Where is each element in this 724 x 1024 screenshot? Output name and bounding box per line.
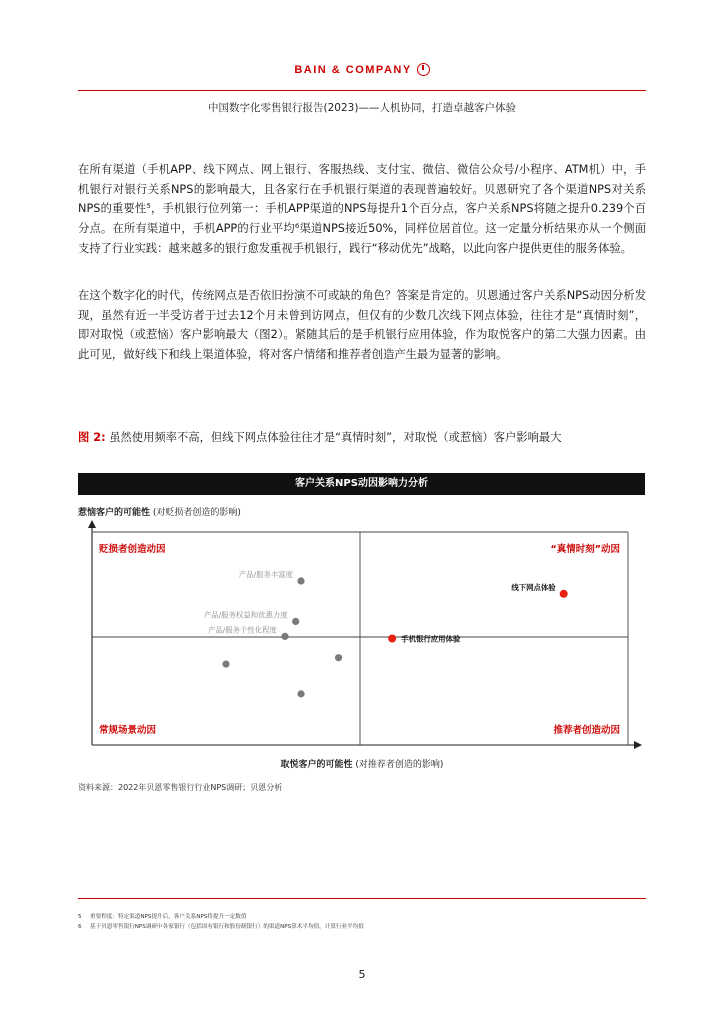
- report-header-title: 中国数字化零售银行报告(2023)——人机协同，打造卓越客户体验: [208, 102, 516, 114]
- data-point-label: 线下网点体验: [511, 582, 556, 592]
- data-point-marker: [292, 618, 299, 625]
- x-axis-arrow-icon: [634, 741, 642, 749]
- footnotes: [78, 912, 646, 932]
- x-axis-title-note: (对推荐者创造的影响): [352, 760, 444, 770]
- x-axis-title-bold: 取悦客户的可能性: [280, 760, 353, 770]
- quadrant-label-bottom-right: 推荐者创造动因: [553, 725, 620, 736]
- body-paragraph-1: 在所有渠道（手机APP、线下网点、网上银行、客服热线、支付宝、微信、微信公众号/小程序、ATM机）中，手机银行对银行关系NPS的影响最大，且各家行在手机银行渠道的表现普遍较好。贝恩研究了各个渠道NPS对关系NPS的重要性⁵，手机银行位列第一：手机APP渠道的NPS每提升1个百分点，客户关系NPS将随之提升0.239个百分点。在所有渠道中，手机APP的行业平均⁶渠道NPS接近50%，同样位居首位。这一定量分析结果亦从一个侧面支持了行业实践：越来越多的银行愈发重视手机银行，践行“移动优先”战略，以此向客户提供更佳的服务体验。: [78, 163, 646, 255]
- chart-title-banner: 客户关系NPS动因影响力分析: [78, 473, 645, 495]
- data-point-marker: [297, 690, 304, 697]
- source-note: 资料来源：2022年贝恩零售银行行业NPS调研；贝恩分析: [78, 783, 283, 792]
- quadrant-label-bottom-left: 常规场景动因: [99, 725, 157, 736]
- y-axis-title-bold: 惹恼客户的可能性: [78, 508, 151, 518]
- data-point-marker: [281, 633, 288, 640]
- data-point-marker: [222, 660, 229, 667]
- data-point-marker: [388, 635, 396, 643]
- data-point-label: 产品/服务个性化程度: [207, 625, 277, 635]
- page-number: 5: [358, 968, 366, 981]
- y-axis-title-note: (对贬损者创造的影响): [150, 508, 241, 518]
- y-axis-arrow-icon: [88, 520, 96, 528]
- body-paragraph-2: 在这个数字化的时代，传统网点是否依旧扮演不可或缺的角色？答案是肯定的。贝恩通过客户关系NPS动因分析发现，虽然有近一半受访者于过去12个月未曾到访网点，但仅有的少数几次线下网点体验，往往才是“真情时刻”，即对取悦（或惹恼）客户影响最大（图2）。紧随其后的是手机银行应用体验，作为取悦客户的第二大强力因素。由此可见，做好线下和线上渠道体验，将对客户情绪和推荐者创造产生最为显著的影响。: [78, 289, 646, 362]
- figure-label: 图 2:: [78, 431, 106, 444]
- footnote-number: 5: [78, 914, 82, 920]
- footnote-text: 重要程度：特定渠道NPS提升后，客户关系NPS将提升一定数值: [90, 914, 247, 920]
- data-point-label: 产品/服务丰富度: [238, 569, 294, 579]
- data-point-marker: [560, 590, 568, 598]
- footnote-5: [78, 912, 646, 922]
- footnote-text: 基于贝恩零售银行NPS调研中各家银行（包括国有银行和股份制银行）的渠道NPS算术平均值，计算行业平均值: [90, 924, 364, 930]
- footnote-number: 6: [78, 924, 82, 930]
- quadrant-label-top-left: 贬损者创造动因: [99, 544, 166, 555]
- brand-name: BAIN & COMPANY: [294, 64, 412, 76]
- x-axis-title: [0, 757, 724, 770]
- footnote-divider: [78, 898, 646, 899]
- data-point-label: 手机银行应用体验: [401, 634, 461, 644]
- data-point-marker: [297, 577, 304, 584]
- data-point-label: 产品/服务权益和优惠力度: [203, 610, 288, 620]
- data-point-marker: [335, 654, 342, 661]
- quadrant-label-top-right: “真情时刻”动因: [550, 544, 620, 555]
- figure-caption-text: 虽然使用频率不高，但线下网点体验往往才是“真情时刻”，对取悦（或惹恼）客户影响最大: [105, 431, 562, 444]
- footnote-6: [78, 922, 646, 932]
